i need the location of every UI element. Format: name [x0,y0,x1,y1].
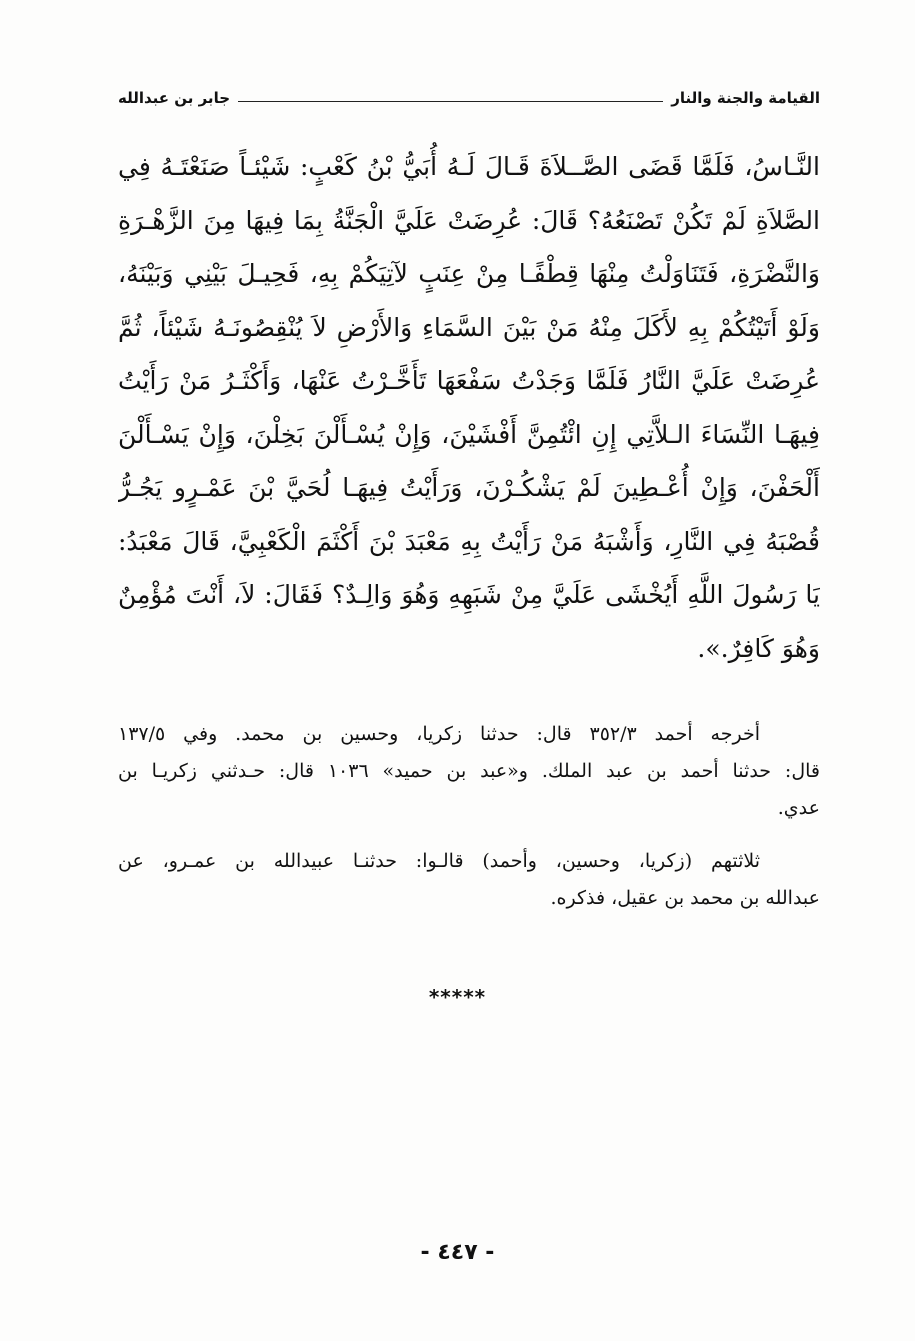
note-line: أخرجه أحمد ٣٥٢/٣ قال: حدثنا زكريا، وحسين بن محمد. وفي ١٣٧/٥ [118,723,760,745]
text-line: وَالنَّضْرَةِ، فَتَنَاوَلْتُ مِنْهَا قِطْفًـا مِنْ عِنَبٍ لآتِيَكُمْ بِهِ، فَحِيـلَ بَيْنِي وَبَيْنَهُ، [118,259,820,288]
text-line: عُرِضَتْ عَلَيَّ النَّارُ فَلَمَّا وَجَدْتُ سَفْعَهَا تَأَخَّـرْتُ عَنْهَا، وَأَكْثَـرُ مَنْ رَأَيْتُ [118,366,820,395]
text-line: أَلْحَفْنَ، وَإِنْ أُعْـطِينَ لَمْ يَشْكُـرْنَ، وَرَأَيْتُ فِيهَـا لُحَيَّ بْنَ عَمْـرٍو يَجُـرُّ [118,473,820,502]
section-divider: ***** [428,985,487,1009]
note-line: عدي. [777,797,820,819]
note-paragraph-1 [118,716,820,827]
text-line: النَّـاسُ، فَلَمَّا قَضَى الصَّــلاَةَ قَـالَ لَـهُ أُبَيُّ بْنُ كَعْبٍ: شَيْئـاً صَنَعْتَـهُ فِي [118,152,820,181]
text-line: فِيهَـا النِّسَاءَ الـلاَّتِي إِنِ ائْتُمِنَّ أَفْشَيْنَ، وَإِنْ يُسْـأَلْنَ بَخِلْنَ، وَإِنْ يَسْـأَلْنَ [118,419,820,449]
text-line: الصَّلاَةِ لَمْ تَكُنْ تَصْنَعُهُ؟ قَالَ: عُرِضَتْ عَلَيَّ الْجَنَّةُ بِمَا فِيهَا مِنَ الزَّهْـرَةِ [118,205,820,235]
running-header [118,84,820,112]
header-rule [238,101,663,102]
note-paragraph-2 [118,843,820,917]
takhrij-notes [118,716,820,933]
note-line: عبدالله بن محمد بن عقيل، فذكره. [550,887,820,909]
header-book-title: القيامة والجنة والنار [671,89,820,107]
text-line: وَلَوْ أَتَيْتُكُمْ بِهِ لأَكَلَ مِنْهُ مَنْ بَيْنَ السَّمَاءِ وَالأَرْضِ لاَ يُنْقِصُونَـهُ شَيْئاً، ثُمَّ [118,312,820,342]
text-line: قُصْبَهُ فِي النَّارِ، وَأَشْبَهُ مَنْ رَأَيْتُ بِهِ مَعْبَدَ بْنَ أَكْثَمَ الْكَعْبِيَّ، قَالَ مَعْبَدُ: [118,526,820,556]
text-line: يَا رَسُولَ اللَّهِ أَيُخْشَى عَلَيَّ مِنْ شَبَهِهِ وَهُوَ وَالِـدٌ؟ فَقَالَ: لاَ، أَنْتَ مُؤْمِنٌ [118,580,820,609]
note-line: قال: حدثنا أحمد بن عبد الملك. و«عبد بن حميد» ١٠٣٦ قال: حـدثني زكريـا بن [118,760,820,782]
header-section-title: جابر بن عبدالله [118,89,231,107]
text-line: وَهُوَ كَافِرٌ.». [697,633,820,663]
page-number: - ٤٤٧ - [420,1240,495,1265]
note-line: ثلاثتهم (زكريا، وحسين، وأحمد) قالـوا: حدثنـا عبيدالله بن عمـرو، عن [118,850,760,872]
main-hadith-text [118,140,820,675]
